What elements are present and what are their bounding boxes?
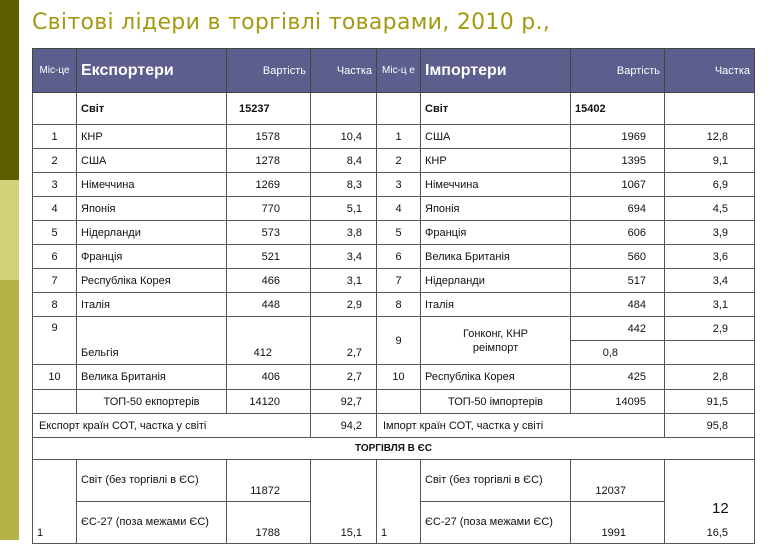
side-bar-mid: [0, 280, 19, 540]
rank-export: 7: [33, 269, 77, 293]
eu-export-eu27-value: 1788: [227, 502, 311, 544]
page-number: 12: [712, 500, 729, 517]
import-value: 517: [571, 269, 665, 293]
importer: Італія: [421, 293, 571, 317]
header-exporters: Експортери: [77, 49, 227, 93]
export-value: 1578: [227, 125, 311, 149]
eu-rank-import: 1: [377, 460, 421, 544]
importer: Франція: [421, 221, 571, 245]
rank-import: 1: [377, 125, 421, 149]
export-share: 10,4: [311, 125, 377, 149]
import-value-9a: 442: [571, 317, 665, 341]
rank-import: 8: [377, 293, 421, 317]
table-header-row: [33, 49, 755, 93]
eu-export-eu27-label: ЄС-27 (поза межами ЄС): [77, 502, 227, 544]
export-value: 521: [227, 245, 311, 269]
exporter: Німеччина: [77, 173, 227, 197]
rank-import: 7: [377, 269, 421, 293]
rank-export: 1: [33, 125, 77, 149]
eu-import-eu27-value: 1991: [571, 502, 665, 544]
world-export-value: 15237: [227, 93, 311, 125]
wto-import-label: Імпорт країн СОТ, частка у світі: [377, 414, 665, 438]
side-bar-dark: [0, 0, 19, 180]
export-value: 1278: [227, 149, 311, 173]
exporter-10: Велика Британія: [77, 365, 227, 390]
rank-export: 2: [33, 149, 77, 173]
header-rank-export: Міс-це: [33, 49, 77, 93]
rank-import: 4: [377, 197, 421, 221]
table-row: [33, 269, 755, 293]
header-import-share: Частка: [665, 49, 755, 93]
side-bar-light: [0, 180, 19, 280]
table-row: [33, 245, 755, 269]
table-row-10: [33, 365, 755, 390]
top50-export-share: 92,7: [311, 390, 377, 414]
rank-import: 3: [377, 173, 421, 197]
exporter-9: Бельгія: [77, 317, 227, 365]
export-value: 466: [227, 269, 311, 293]
export-share: 3,1: [311, 269, 377, 293]
import-value: 484: [571, 293, 665, 317]
import-value: 694: [571, 197, 665, 221]
importer: Нідерланди: [421, 269, 571, 293]
export-share-9: 2,7: [311, 317, 377, 365]
eu-header-row: [33, 438, 755, 460]
export-value: 1269: [227, 173, 311, 197]
export-share: 3,4: [311, 245, 377, 269]
rank-import-9: 9: [377, 317, 421, 365]
rank-import-10: 10: [377, 365, 421, 390]
top50-import-value: 14095: [571, 390, 665, 414]
world-export-label: Світ: [77, 93, 227, 125]
table-row-9a: [33, 317, 755, 341]
import-share: 9,1: [665, 149, 755, 173]
exporter: Нідерланди: [77, 221, 227, 245]
world-import-value: 15402: [571, 93, 665, 125]
export-share: 8,3: [311, 173, 377, 197]
table-row: [33, 173, 755, 197]
trade-table: [32, 48, 755, 544]
import-share: 3,6: [665, 245, 755, 269]
eu-header: ТОРГІВЛЯ В ЄС: [33, 438, 755, 460]
eu-export-world-label: Світ (без торгівлі в ЄС): [77, 460, 227, 502]
top50-export-value: 14120: [227, 390, 311, 414]
exporter: Італія: [77, 293, 227, 317]
wto-import-share: 95,8: [665, 414, 755, 438]
rank-export: 8: [33, 293, 77, 317]
importer-10: Республіка Корея: [421, 365, 571, 390]
rank-export-10: 10: [33, 365, 77, 390]
header-rank-import: Міс-ц е: [377, 49, 421, 93]
eu-import-world-label: Світ (без торгівлі в ЄС): [421, 460, 571, 502]
import-share: 12,8: [665, 125, 755, 149]
eu-rank-export: 1: [33, 460, 77, 544]
export-value-10: 406: [227, 365, 311, 390]
export-value: 573: [227, 221, 311, 245]
rank-import: 6: [377, 245, 421, 269]
import-value-10: 425: [571, 365, 665, 390]
eu-import-world-value: 12037: [571, 460, 665, 502]
import-value: 560: [571, 245, 665, 269]
import-value: 1395: [571, 149, 665, 173]
export-share: 5,1: [311, 197, 377, 221]
eu-export-world-value: 11872: [227, 460, 311, 502]
export-share: 3,8: [311, 221, 377, 245]
exporter: КНР: [77, 125, 227, 149]
header-importers: Імпортери: [421, 49, 571, 93]
import-share-10: 2,8: [665, 365, 755, 390]
eu-row-1: [33, 460, 755, 502]
top50-import-label: ТОП-50 імпортерів: [421, 390, 571, 414]
importer-9: Гонконг, КНР реімпорт: [421, 317, 571, 365]
importer: Велика Британія: [421, 245, 571, 269]
wto-export-label: Експорт країн СОТ, частка у світі: [33, 414, 311, 438]
header-export-share: Частка: [311, 49, 377, 93]
wto-row: [33, 414, 755, 438]
world-row: [33, 93, 755, 125]
importer: Японія: [421, 197, 571, 221]
eu-export-share: 15,1: [311, 460, 377, 544]
rank-import: 5: [377, 221, 421, 245]
top50-export-label: ТОП-50 екпортерів: [77, 390, 227, 414]
rank-export: 3: [33, 173, 77, 197]
header-import-value: Вартість: [571, 49, 665, 93]
table-row: [33, 197, 755, 221]
importer: КНР: [421, 149, 571, 173]
header-export-value: Вартість: [227, 49, 311, 93]
page-title: Світові лідери в торгівлі товарами, 2010 р.,: [32, 10, 551, 35]
export-value-9: 412: [227, 317, 311, 365]
export-share-10: 2,7: [311, 365, 377, 390]
table-row: [33, 221, 755, 245]
import-share: 6,9: [665, 173, 755, 197]
rank-import: 2: [377, 149, 421, 173]
table-row: [33, 293, 755, 317]
import-share: 4,5: [665, 197, 755, 221]
rank-export-9: 9: [33, 317, 77, 365]
table-row: [33, 125, 755, 149]
exporter: Франція: [77, 245, 227, 269]
export-value: 448: [227, 293, 311, 317]
exporter: США: [77, 149, 227, 173]
exporter: Республіка Корея: [77, 269, 227, 293]
importer: США: [421, 125, 571, 149]
eu-import-eu27-label: ЄС-27 (поза межами ЄС): [421, 502, 571, 544]
import-share: 3,4: [665, 269, 755, 293]
table-row: [33, 149, 755, 173]
exporter: Японія: [77, 197, 227, 221]
import-share-9a: 2,9: [665, 317, 755, 341]
eu-import-share: 16,5: [665, 460, 755, 544]
import-value-9b: 0,8: [571, 341, 665, 365]
rank-export: 5: [33, 221, 77, 245]
import-share: 3,9: [665, 221, 755, 245]
top50-row: [33, 390, 755, 414]
rank-export: 4: [33, 197, 77, 221]
importer: Німеччина: [421, 173, 571, 197]
export-share: 2,9: [311, 293, 377, 317]
world-import-label: Світ: [421, 93, 571, 125]
export-value: 770: [227, 197, 311, 221]
top50-import-share: 91,5: [665, 390, 755, 414]
rank-export: 6: [33, 245, 77, 269]
wto-export-share: 94,2: [311, 414, 377, 438]
import-value: 1067: [571, 173, 665, 197]
import-value: 1969: [571, 125, 665, 149]
export-share: 8,4: [311, 149, 377, 173]
import-share: 3,1: [665, 293, 755, 317]
import-value: 606: [571, 221, 665, 245]
